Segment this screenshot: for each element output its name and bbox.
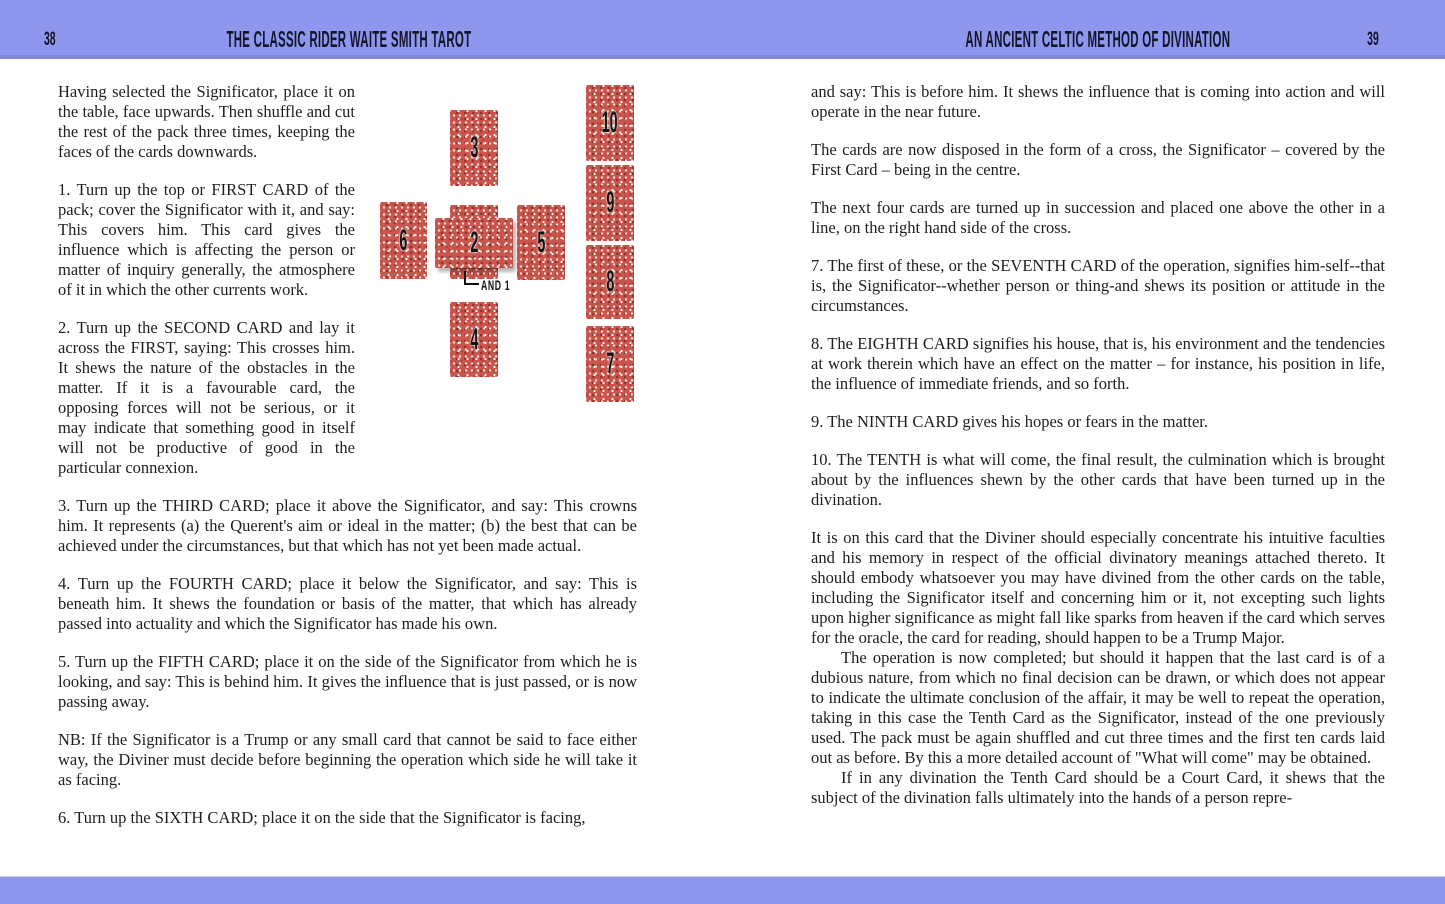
paragraph-cross-formed: The cards are now disposed in the form of a cross, the Significator – covered by the First Card – being in the centre.: [811, 140, 1385, 179]
paragraph-step-6: 6. Turn up the SIXTH CARD; place it on the side that the Significator is facing,: [58, 808, 586, 827]
tarot-card-4: [450, 302, 498, 377]
paragraph-step-7: 7. The first of these, or the SEVENTH CARD of the operation, signifies him-self--that is, the Significator--whether person or thing-and shews its position or attitude in the circumstances.: [811, 256, 1385, 315]
page-number-left: 38: [44, 29, 56, 50]
page-number-right: 39: [1367, 29, 1379, 50]
card-number: 8: [605, 265, 615, 298]
header-bar: [0, 0, 1445, 59]
running-title-left: [60, 26, 637, 53]
paragraph-step-3: 3. Turn up the THIRD CARD; place it above the Significator, and say: This crowns him. It represents (a) the Querent's aim or ideal in the matter; (b) the best that can be achieved under the circumstances, but that which has not yet been made actual.: [58, 496, 637, 555]
paragraph-operation-completed: The operation is now completed; but should it happen that the last card is of a dubious nature, from which no final decision can be drawn, or which does not appear to indicate the ultimate conclusion of the affair, it may be well to repeat the operation, taking in this case the Tenth Card as the Significator, instead of the one previously used. The pack must be again shuffled and cut three times and the first ten cards laid out as before. By this a more detailed account of "What will come" may be obtained.: [811, 648, 1385, 767]
celtic-cross-spread-diagram: [365, 82, 637, 444]
paragraph-step-6-continued: and say: This is before him. It shews the influence that is coming into action and will operate in the near future.: [811, 82, 1385, 121]
card-number: 10: [601, 106, 619, 139]
tarot-card-10: [586, 85, 634, 161]
paragraph-step-10: 10. The TENTH is what will come, the final result, the culmination which is brought about by the influences shewn by the other cards that have been turned up in the divination.: [811, 450, 1385, 509]
tarot-card-6: [380, 202, 427, 279]
card-number: 9: [605, 186, 615, 219]
card-number: 6: [399, 223, 408, 257]
tarot-card-9: [586, 165, 634, 241]
right-page-text-column: [811, 82, 1385, 808]
card-number: 2: [469, 226, 479, 259]
paragraph-step-9: 9. The NINTH CARD gives his hopes or fears in the matter.: [811, 412, 1208, 431]
running-title-right: [811, 26, 1385, 53]
tarot-card-2-crossing: [435, 218, 513, 268]
tarot-card-3: [450, 110, 498, 186]
card-number: 5: [536, 225, 546, 259]
paragraph-step-4: 4. Turn up the FOURTH CARD; place it below the Significator, and say: This is beneath him. It shews the foundation or basis of the matter, that which has already passed into actuality and which the Significator has made his own.: [58, 574, 637, 633]
paragraph-next-four-cards: The next four cards are turned up in succession and placed one above the other in a line, on the right hand side of the cross.: [811, 198, 1385, 237]
footer-bar: [0, 876, 1445, 904]
card-number: 7: [605, 347, 615, 380]
card-1-annotation-label: AND 1: [481, 277, 511, 293]
paragraph-intro: Having selected the Significator, place it on the table, face upwards. Then shuffle and cut the rest of the pack three times, keeping the faces of the cards downwards.: [58, 82, 355, 161]
card-number: 3: [469, 131, 479, 164]
card-1-pointer-bracket: [464, 271, 479, 285]
paragraph-step-2: 2. Turn up the SECOND CARD and lay it across the FIRST, saying: This crosses him. It shews the nature of the obstacles in the matter. If it is a favourable card, the opposing forces will not be serious, or it may indicate that something good in itself will not be productive of good in the particular connexion.: [58, 318, 355, 477]
paragraph-nb-note: NB: If the Significator is a Trump or any small card that cannot be said to face either way, the Diviner must decide before beginning the operation which side he will take it as facing.: [58, 730, 637, 789]
paragraph-step-1: 1. Turn up the top or FIRST CARD of the pack; cover the Significator with it, and say: This covers him. This card gives the influence which is affecting the person or matter of inquiry generally, the atmosphere of it in which the other currents work.: [58, 180, 355, 299]
left-page-text-column: [58, 82, 637, 846]
tarot-card-5: [517, 205, 565, 280]
tarot-card-8: [586, 245, 634, 319]
tarot-card-7: [586, 326, 634, 402]
card-number: 4: [469, 322, 479, 356]
paragraph-court-card: If in any divination the Tenth Card should be a Court Card, it shews that the subject of the divination falls ultimately into the hands of a person repre-: [811, 768, 1385, 807]
paragraph-diviner-concentration: It is on this card that the Diviner should especially concentrate his intuitive faculties and his memory in respect of the official divinatory meanings attached thereto. It should embody whatsoever you may have divined from the other cards on the table, including the Significator itself and concerning him or it, not excepting such lights upon higher significance as might fall like sparks from heaven if the card which serves for the oracle, the card for reading, should happen to be a Trump Major.: [811, 528, 1385, 647]
paragraph-step-8: 8. The EIGHTH CARD signifies his house, that is, his environment and the tendencies at work therein which have an effect on the matter – for instance, his position in life, the influence of immediate friends, and so forth.: [811, 334, 1385, 393]
running-title-left-text: THE CLASSIC RIDER WAITE SMITH TAROT: [226, 26, 471, 52]
running-title-right-text: AN ANCIENT CELTIC METHOD OF DIVINATION: [965, 26, 1231, 52]
paragraph-step-5: 5. Turn up the FIFTH CARD; place it on the side of the Significator from which he is looking, and say: This is behind him. It gives the influence that is just passed, or is now passing away.: [58, 652, 637, 711]
